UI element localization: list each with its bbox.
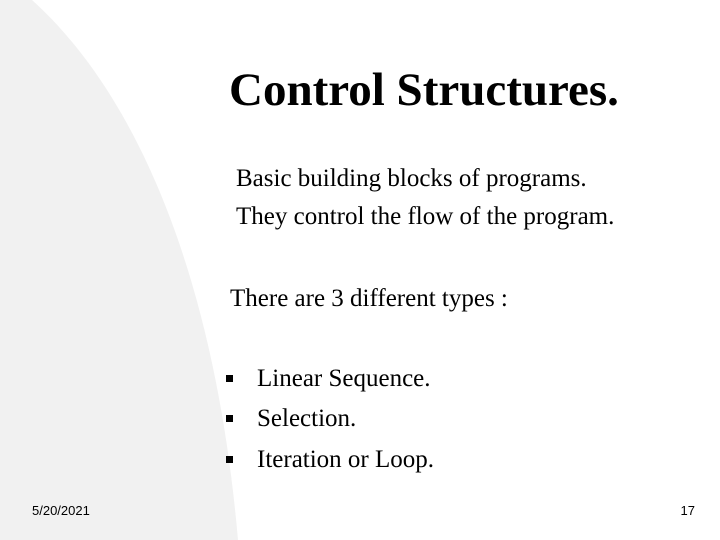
decorative-curve-shape (0, 0, 238, 540)
square-bullet-icon (226, 415, 233, 422)
square-bullet-icon (226, 375, 233, 382)
types-heading: There are 3 different types : (230, 285, 508, 312)
intro-line-control-flow: They control the flow of the program. (236, 203, 615, 230)
footer-date: 5/20/2021 (32, 503, 90, 518)
bullet-text: Linear Sequence. (257, 365, 431, 392)
bullet-text: Iteration or Loop. (257, 446, 435, 473)
bullet-text: Selection. (257, 405, 357, 432)
intro-line-building-blocks: Basic building blocks of programs. (236, 165, 587, 192)
slide-title: Control Structures. (229, 64, 619, 116)
slide-page-number: 17 (680, 503, 695, 518)
square-bullet-icon (226, 456, 233, 463)
